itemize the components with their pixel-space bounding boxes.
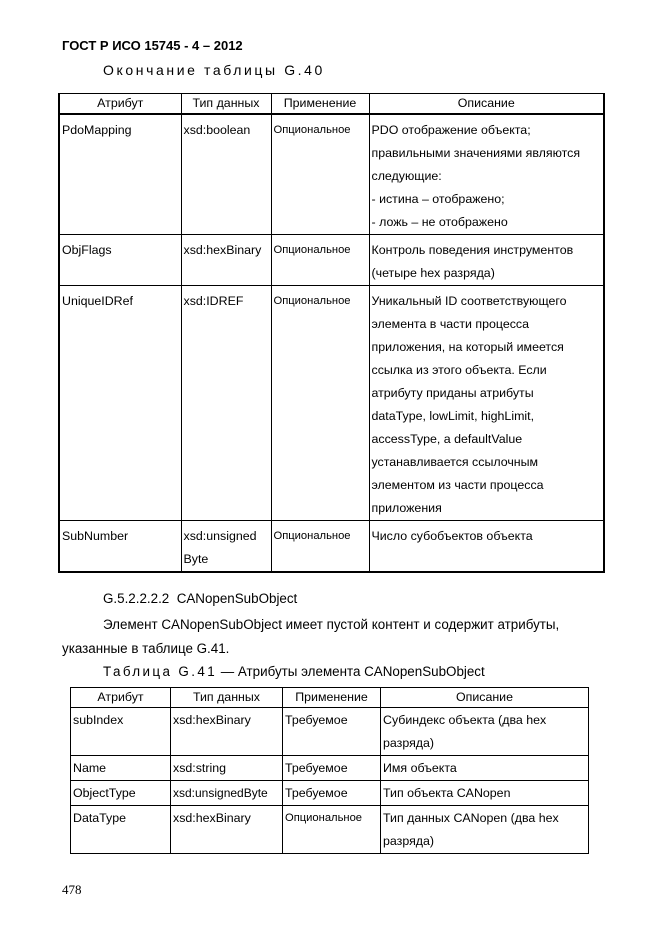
description-line: приложения [371, 501, 442, 515]
attribute-cell: PdoMapping [59, 114, 181, 235]
table1-caption: Окончание таблицы G.40 [103, 62, 325, 78]
datatype-cell: xsd:unsignedByte [171, 781, 283, 806]
column-header: Применение [271, 94, 369, 115]
usage-cell: Опциональное [283, 806, 381, 854]
description-line: - ложь – не отображено [371, 215, 508, 229]
datatype-cell: xsd:IDREF [181, 286, 271, 521]
description-line: элемента в части процесса [371, 317, 530, 331]
table-header-row [59, 94, 604, 115]
table-row [59, 286, 604, 521]
description-cell [381, 756, 589, 781]
table-row [71, 756, 589, 781]
description-line: Число субобъектов объекта [371, 529, 533, 543]
description-cell [369, 114, 604, 235]
table-row [59, 235, 604, 286]
usage-cell: Опциональное [271, 521, 369, 573]
description-line: разряда) [383, 736, 435, 750]
datatype-cell: xsd:unsigned Byte [181, 521, 271, 573]
usage-cell: Опциональное [271, 235, 369, 286]
table-row [71, 708, 589, 756]
attribute-cell: subIndex [71, 708, 171, 756]
datatype-cell: xsd:hexBinary [171, 806, 283, 854]
table2-caption-text: — Атрибуты элемента CANopenSubObject [217, 664, 485, 679]
description-line: (четыре hex разряда) [371, 266, 495, 280]
table-g41 [70, 687, 589, 854]
column-header: Тип данных [181, 94, 271, 115]
description-cell [369, 286, 604, 521]
table-header-row [71, 688, 589, 708]
attribute-cell: Name [71, 756, 171, 781]
usage-cell: Требуемое [283, 756, 381, 781]
usage-cell: Требуемое [283, 708, 381, 756]
description-line: PDO отображение объекта; [371, 123, 531, 137]
datatype-cell: xsd:hexBinary [181, 235, 271, 286]
description-line: Тип данных CANopen (два hex [383, 811, 559, 825]
paragraph-line: указанные в таблице G.41. [62, 641, 230, 656]
description-line: Уникальный ID соответствующего [371, 294, 567, 308]
attribute-cell: SubNumber [59, 521, 181, 573]
page-number: 478 [62, 882, 82, 897]
description-line: разряда) [383, 834, 435, 848]
table-g40 [58, 93, 605, 573]
datatype-cell: xsd:boolean [181, 114, 271, 235]
column-header: Применение [283, 688, 381, 708]
attribute-cell: ObjectType [71, 781, 171, 806]
description-line: accessType, а defaultValue [371, 432, 523, 446]
description-line: следующие: [371, 169, 442, 183]
datatype-cell: xsd:string [171, 756, 283, 781]
description-line: устанавливается ссылочным [371, 455, 539, 469]
usage-cell: Опциональное [271, 114, 369, 235]
description-line: Имя объекта [383, 761, 457, 775]
description-cell [369, 235, 604, 286]
table-row [71, 781, 589, 806]
datatype-cell: xsd:hexBinary [171, 708, 283, 756]
description-cell [381, 708, 589, 756]
description-line: - истина – отображено; [371, 192, 505, 206]
attribute-cell: ObjFlags [59, 235, 181, 286]
section-heading: G.5.2.2.2.2 CANopenSubObject [103, 591, 298, 606]
description-line: элементом из части процесса [371, 478, 544, 492]
description-line: Тип объекта CANopen [383, 786, 511, 800]
description-line: правильными значениями являются [371, 146, 581, 160]
column-header: Атрибут [59, 94, 181, 115]
document-header: ГОСТ Р ИСО 15745 - 4 – 2012 [62, 38, 243, 53]
description-line: ссылка из этого объекта. Если [371, 363, 547, 377]
usage-cell: Требуемое [283, 781, 381, 806]
description-line: Субиндекс объекта (два hex [383, 713, 547, 727]
description-cell [381, 806, 589, 854]
paragraph-line: Элемент CANopenSubObject имеет пустой контент и содержит атрибуты, [103, 617, 560, 632]
table-row [59, 114, 604, 235]
attribute-cell: UniqueIDRef [59, 286, 181, 521]
column-header: Атрибут [71, 688, 171, 708]
column-header: Описание [381, 688, 589, 708]
description-line: dataType, lowLimit, highLimit, [371, 409, 535, 423]
table-row [71, 806, 589, 854]
column-header: Описание [369, 94, 604, 115]
description-cell [369, 521, 604, 573]
column-header: Тип данных [171, 688, 283, 708]
table2-caption-label: Таблица G.41 [103, 664, 218, 679]
description-line: приложения, на который имеется [371, 340, 564, 354]
description-cell [381, 781, 589, 806]
description-line: атрибуту приданы атрибуты [371, 386, 534, 400]
table-row [59, 521, 604, 573]
attribute-cell: DataType [71, 806, 171, 854]
table2-caption [103, 664, 485, 679]
usage-cell: Опциональное [271, 286, 369, 521]
description-line: Контроль поведения инструментов [371, 243, 574, 257]
